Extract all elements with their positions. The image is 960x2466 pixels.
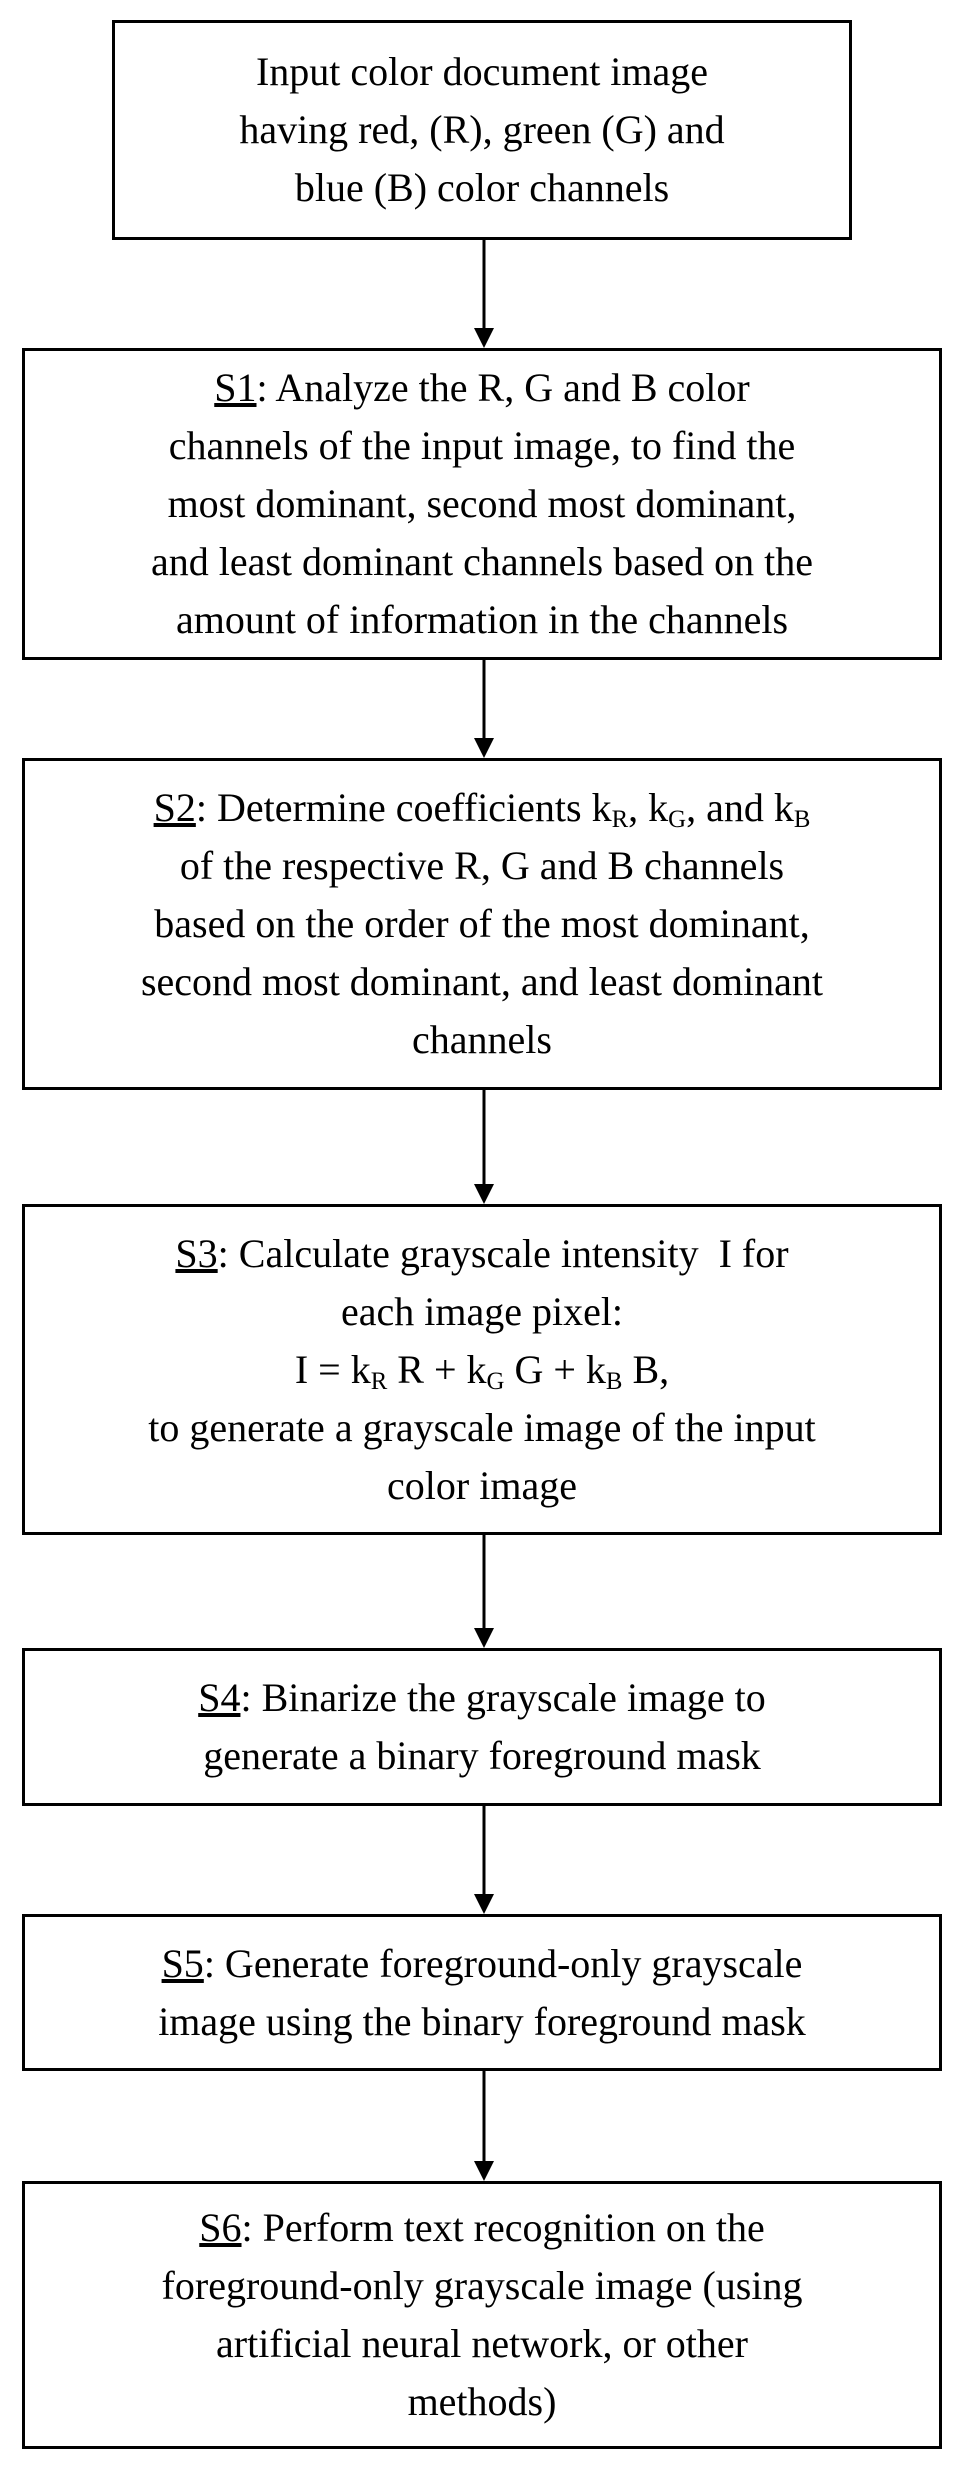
s5-line-1 <box>162 1935 803 1993</box>
box-line: Input color document image <box>255 49 709 94</box>
box-line: based on the order of the most dominant, <box>154 901 810 946</box>
input-image-box <box>112 20 852 240</box>
formula-part: G + k <box>504 1346 606 1392</box>
arrow-s3-to-s4 <box>474 1535 494 1648</box>
s4-line-1-text: : Binarize the grayscale image to <box>240 1675 766 1720</box>
box-line: blue (B) color channels <box>294 165 670 210</box>
s6-line-1 <box>199 2199 764 2257</box>
step-id-s5: S5 <box>161 1940 204 1986</box>
step-s3-box <box>22 1204 942 1535</box>
s3-line-1-text: : Calculate grayscale intensity I for <box>217 1230 789 1276</box>
box-line: channels of the input image, to find the <box>168 423 796 468</box>
arrow-s2-to-s3 <box>474 1090 494 1204</box>
box-line: image using the binary foreground mask <box>158 1998 806 2044</box>
step-id-s3: S3 <box>175 1230 218 1276</box>
box-line: foreground-only grayscale image (using <box>161 2263 803 2308</box>
box-line: amount of information in the channels <box>175 597 789 642</box>
step-s6-box <box>22 2181 942 2449</box>
arrow-s4-to-s5 <box>474 1806 494 1914</box>
step-s2-box <box>22 758 942 1090</box>
step-id-s6: S6 <box>199 2205 242 2250</box>
step-id-s2: S2 <box>153 785 196 830</box>
step-id-s1: S1 <box>214 365 257 410</box>
subscript-r: R <box>370 1367 388 1395</box>
box-line: second most dominant, and least dominant <box>140 959 824 1004</box>
subscript-b: B <box>793 806 811 834</box>
step-s4-box <box>22 1648 942 1806</box>
separator: , and k <box>686 785 794 830</box>
box-line: color image <box>387 1462 577 1508</box>
s5-line-1-text: : Generate foreground-only grayscale <box>203 1940 803 1986</box>
arrow-s1-to-s2 <box>474 660 494 758</box>
box-line: each image pixel: <box>340 1288 624 1334</box>
subscript-r: R <box>611 806 629 834</box>
box-line: generate a binary foreground mask <box>203 1733 761 1778</box>
box-line: most dominant, second most dominant, <box>167 481 797 526</box>
formula-part: I = k <box>294 1346 371 1392</box>
box-line: methods) <box>407 2379 557 2424</box>
subscript-g: G <box>668 806 687 834</box>
box-line: having red, (R), green (G) and <box>239 107 725 152</box>
s4-line-1 <box>198 1669 766 1727</box>
arrow-input-to-s1 <box>474 240 494 348</box>
arrow-s5-to-s6 <box>474 2071 494 2181</box>
box-line: to generate a grayscale image of the input <box>148 1404 816 1450</box>
box-line: and least dominant channels based on the <box>150 539 814 584</box>
box-line: channels <box>412 1017 552 1062</box>
step-id-s4: S4 <box>198 1675 241 1720</box>
step-s5-box <box>22 1914 942 2071</box>
subscript-b: B <box>605 1367 623 1395</box>
s6-line-1-text: : Perform text recognition on the <box>241 2205 765 2250</box>
box-line: artificial neural network, or other <box>216 2321 748 2366</box>
step-s1-box <box>22 348 942 660</box>
formula-part: R + k <box>387 1346 487 1392</box>
formula-part: B, <box>622 1346 670 1392</box>
s2-line-1-text: : Determine coefficients k <box>195 785 612 830</box>
s3-line-1 <box>175 1225 788 1283</box>
separator: , k <box>628 785 669 830</box>
intensity-formula <box>295 1341 669 1399</box>
s1-line-1 <box>214 359 749 417</box>
s2-line-1 <box>154 779 811 837</box>
subscript-g: G <box>486 1367 505 1395</box>
s1-line-1-text: : Analyze the R, G and B color <box>256 365 750 410</box>
box-line: of the respective R, G and B channels <box>179 843 785 888</box>
